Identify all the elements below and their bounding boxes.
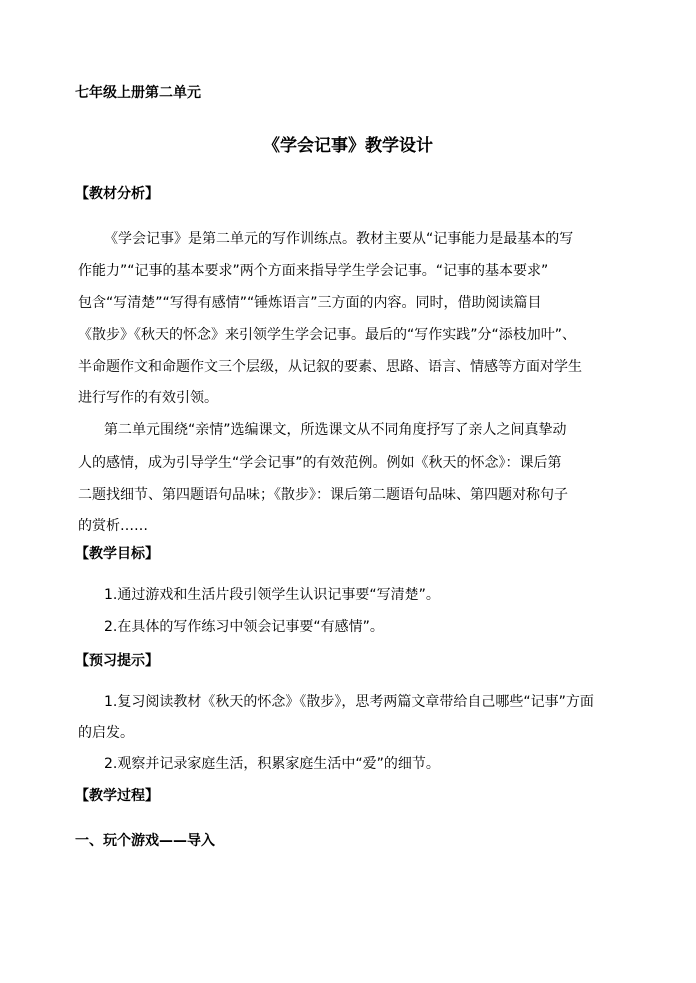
paragraph-line: 二题找细节、第四题语句品味；《散步》：课后第二题语句品味、第四题对称句子: [78, 487, 568, 503]
grade-unit-label: 七年级上册第二单元: [75, 85, 201, 101]
preview-item: 2.观察并记录家庭生活，积累家庭生活中“爱”的细节。: [104, 756, 440, 772]
paragraph-line: 包含“写清楚”“写得有感情”“锤炼语言”三方面的内容。同时，借助阅读篇目: [78, 295, 542, 311]
preview-item: 1.复习阅读教材《秋天的怀念》《散步》，思考两篇文章带给自己哪些“记事”方面: [104, 694, 594, 710]
section-heading-goals: 【教学目标】: [75, 546, 159, 562]
paragraph-line: 作能力”“记事的基本要求”两个方面来指导学生学会记事。“记事的基本要求”: [78, 263, 549, 279]
paragraph-line: 第二单元围绕“亲情”选编课文，所选课文从不同角度抒写了亲人之间真挚动: [104, 422, 567, 438]
section-heading-process: 【教学过程】: [75, 788, 159, 804]
paragraph-line: 《散步》《秋天的怀念》来引领学生学会记事。最后的“写作实践”分“添枝加叶”、: [78, 327, 577, 343]
paragraph-line: 进行写作的有效引领。: [78, 390, 218, 406]
section-heading-preview: 【预习提示】: [75, 653, 159, 669]
paragraph-line: 《学会记事》是第二单元的写作训练点。教材主要从“记事能力是最基本的写: [104, 231, 574, 247]
goal-item: 1.通过游戏和生活片段引领学生认识记事要“写清楚”。: [104, 587, 440, 603]
section-heading-analysis: 【教材分析】: [75, 186, 159, 202]
paragraph-line: 的赏析……: [78, 518, 148, 534]
process-step-heading: 一、玩个游戏——导入: [75, 833, 215, 849]
preview-item-continued: 的启发。: [78, 725, 134, 741]
document-title: 《学会记事》教学设计: [263, 136, 433, 156]
paragraph-line: 人的感情，成为引导学生“学会记事”的有效范例。例如《秋天的怀念》：课后第: [78, 455, 562, 471]
paragraph-line: 半命题作文和命题作文三个层级，从记叙的要素、思路、语言、情感等方面对学生: [78, 359, 582, 375]
goal-item: 2.在具体的写作练习中领会记事要“有感情”。: [104, 619, 384, 635]
